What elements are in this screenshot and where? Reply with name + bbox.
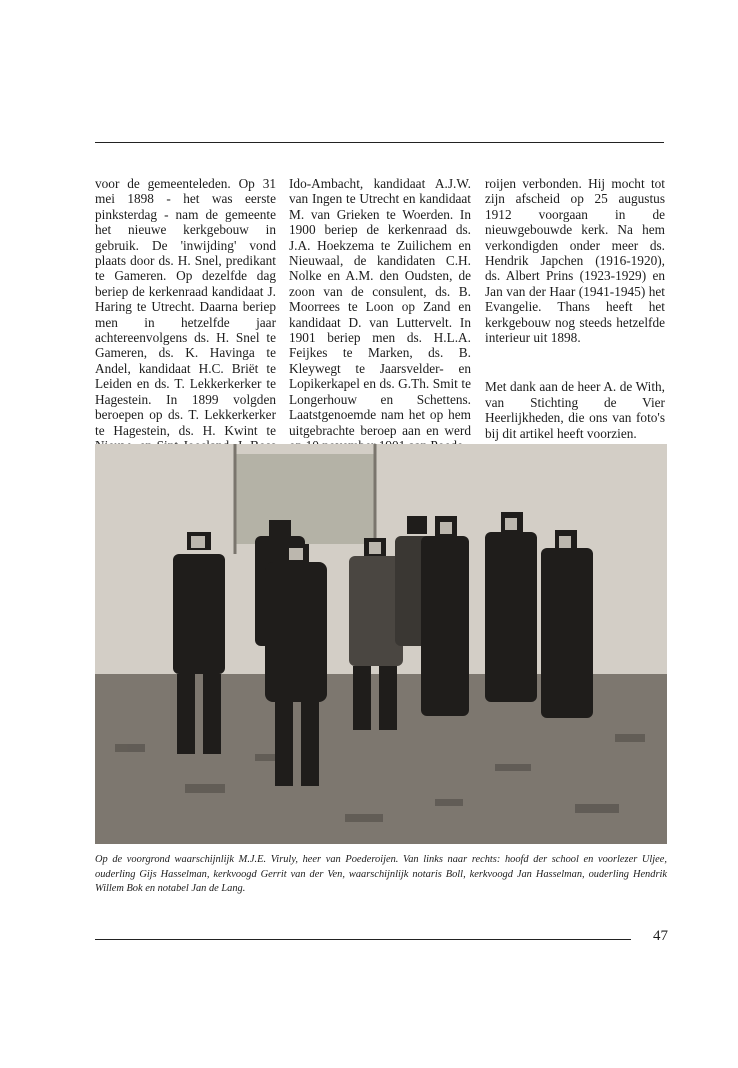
column-2-text: Ido-Ambacht, kandidaat A.J.W. van Ingen te Utrecht en kandidaat M. van Grieken te Woerden. In 1900 beriep de kerkenraad ds. J.A. Hoekzema te Zuilichem en Nieuwaal, de kandidaten C.H. Nolke en A.M. den Oudsten, de zoon van de consulent, ds. B. Moorrees te Loon op Zand en kandidaat D. van Luttervelt. In 1901 beriep men ds. H.L.A. Feijkes te Marken, ds. B. Kleywegt te Jaarsvelder- en Lopikerkapel en ds. G.Th. Smit te Longerhouw en Schettens. Laatstgenoemde nam het op hem uitgebrachte beroep aan en werd xyxy=(289,176,471,438)
acknowledgement-text: Met dank aan de heer A. de With, van Stichting de Vier Heerlijkheden, die ons van foto's bij dit artikel heeft voorzien. xyxy=(485,379,665,441)
header-rule xyxy=(95,142,664,143)
group-photo-illustration xyxy=(95,444,667,844)
article-column-1 xyxy=(95,176,276,469)
column-3-text: roijen verbonden. Hij mocht tot zijn afscheid op 25 augustus 1912 voorgaan in de nieuwgebouwde kerk. Na hem verkondigden onder meer ds. Hendrik Japchen (1916-1920), ds. Albert Prins (1923-1929) en Jan van der Haar (1941-1945) het Evangelie. Thans heeft het kerkgebouw nog steeds hetzelfde interieur uit 1898. xyxy=(485,176,665,346)
group-photograph xyxy=(95,444,667,844)
photo-caption: Op de voorgrond waarschijnlijk M.J.E. Viruly, heer van Poederoijen. Van links naar rechts: hoofd der school en voorlezer Uljee, ouderling Gijs Hasselman, kerkvoogd Gerrit van der Ven, waarschijnlijk notaris Boll, kerkvoogd Jan Hasselman, ouderling Hendrik Willem Bok en notabel Jan de Lang. xyxy=(95,854,667,895)
article-column-2 xyxy=(289,176,471,453)
page-number: 47 xyxy=(653,928,668,944)
article-column-3 xyxy=(485,176,665,441)
footer-rule xyxy=(95,939,631,940)
column-1-text: voor de gemeenteleden. Op 31 mei 1898 - het was eerste pinksterdag - nam de gemeente het nieuwe kerkgebouw in gebruik. De 'inwijding' vond plaats door ds. H. Snel, predikant te Gameren. Op dezelfde dag beriep de kerkenraad kandidaat J. Haring te Utrecht. Daarna beriep men in hetzelfde jaar achtereenvolgens ds. H. Snel te Gameren, ds. K. Havinga te Andel, kandidaat H.C. Briët te Leiden en ds. T. Lekkerkerker te Hagestein. In 1899 volgden beroepen op ds. T. Lekkerkerker te Hagestein, ds. H. Kwint te xyxy=(95,176,276,438)
